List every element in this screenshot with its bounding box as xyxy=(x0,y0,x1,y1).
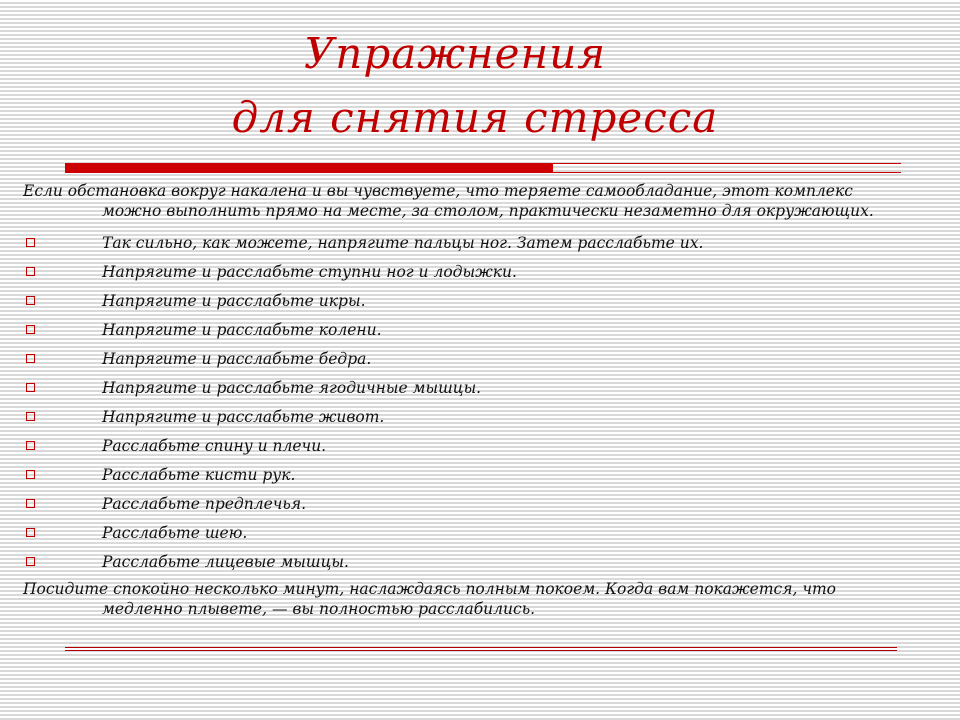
list-item xyxy=(23,316,903,345)
footer-divider-line-bottom xyxy=(65,650,897,651)
slide-body xyxy=(23,181,903,619)
list-item-text: Расслабьте предплечья. xyxy=(102,495,307,513)
footer-divider-line-top xyxy=(65,647,897,648)
list-item-text: Напрягите и расслабьте ступни ног и лодыжки. xyxy=(102,263,517,281)
slide-title-line-1: Упражнения xyxy=(303,29,607,78)
slide-title-line-2: для снятия стресса xyxy=(231,93,719,142)
list-item-text: Напрягите и расслабьте живот. xyxy=(102,408,385,426)
hollow-square-bullet-icon xyxy=(26,528,35,537)
list-item xyxy=(23,461,903,490)
title-divider-line-top xyxy=(553,163,901,164)
hollow-square-bullet-icon xyxy=(26,499,35,508)
list-item-text: Расслабьте кисти рук. xyxy=(102,466,296,484)
list-item xyxy=(23,287,903,316)
hollow-square-bullet-icon xyxy=(26,296,35,305)
list-item-text: Напрягите и расслабьте икры. xyxy=(102,292,366,310)
title-divider-line-bottom xyxy=(553,172,901,173)
hollow-square-bullet-icon xyxy=(26,383,35,392)
title-accent-bar xyxy=(65,163,553,173)
list-item xyxy=(23,519,903,548)
list-item-text: Так сильно, как можете, напрягите пальцы ног. Затем расслабьте их. xyxy=(102,234,704,252)
list-item-text: Напрягите и расслабьте ягодичные мышцы. xyxy=(102,379,482,397)
list-item xyxy=(23,258,903,287)
list-item xyxy=(23,490,903,519)
list-item-text: Расслабьте лицевые мышцы. xyxy=(102,553,349,571)
list-item-text: Расслабьте спину и плечи. xyxy=(102,437,327,455)
hollow-square-bullet-icon xyxy=(26,325,35,334)
intro-paragraph: Если обстановка вокруг накалена и вы чувствуете, что теряете самообладание, этот комплекс можно выполнить прямо на месте, за столом, практически незаметно для окружающих. xyxy=(23,182,874,220)
list-item xyxy=(23,432,903,461)
hollow-square-bullet-icon xyxy=(26,354,35,363)
hollow-square-bullet-icon xyxy=(26,238,35,247)
hollow-square-bullet-icon xyxy=(26,441,35,450)
list-item-text: Напрягите и расслабьте бедра. xyxy=(102,350,372,368)
hollow-square-bullet-icon xyxy=(26,412,35,421)
conclusion-paragraph: Посидите спокойно несколько минут, наслаждаясь полным покоем. Когда вам покажется, что медленно плывете, — вы полностью расслабились. xyxy=(23,580,836,618)
list-item-text: Напрягите и расслабьте колени. xyxy=(102,321,382,339)
list-item xyxy=(23,345,903,374)
hollow-square-bullet-icon xyxy=(26,557,35,566)
list-item xyxy=(23,403,903,432)
list-item xyxy=(23,229,903,258)
hollow-square-bullet-icon xyxy=(26,470,35,479)
exercise-list xyxy=(23,229,903,577)
list-item xyxy=(23,548,903,577)
hollow-square-bullet-icon xyxy=(26,267,35,276)
list-item-text: Расслабьте шею. xyxy=(102,524,248,542)
list-item xyxy=(23,374,903,403)
